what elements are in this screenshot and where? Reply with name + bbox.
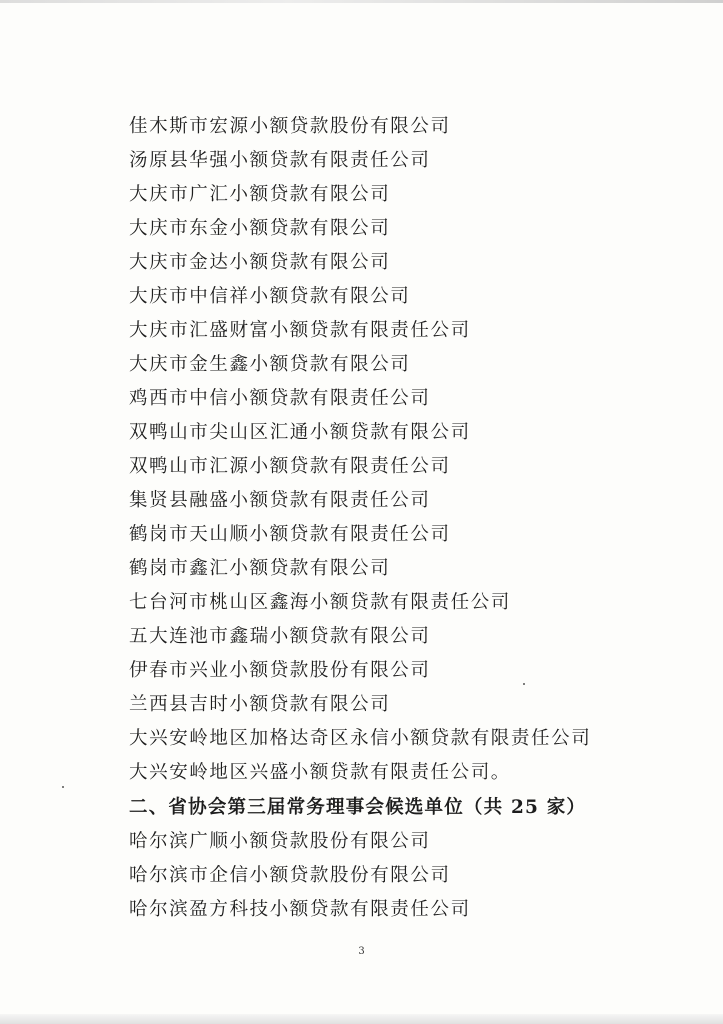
list-item: 大庆市中信祥小额贷款有限公司 (129, 286, 411, 307)
list-item: 大庆市金达小额贷款有限公司 (129, 252, 391, 273)
list-item: 伊春市兴业小额贷款股份有限公司 (129, 660, 431, 681)
scan-speck (62, 786, 64, 788)
list-item: 鹤岗市鑫汇小额贷款有限公司 (129, 558, 391, 579)
list-item: 大庆市汇盛财富小额贷款有限责任公司 (129, 320, 471, 341)
scan-edge-bottom (0, 1014, 723, 1024)
list-item: 集贤县融盛小额贷款有限责任公司 (129, 490, 431, 511)
page-number: 3 (358, 946, 365, 957)
scan-edge-top (0, 0, 723, 3)
list-item: 佳木斯市宏源小额贷款股份有限公司 (129, 116, 451, 137)
list-item: 双鸭山市尖山区汇通小额贷款有限公司 (129, 422, 471, 443)
scan-speck (523, 683, 525, 685)
list-item: 哈尔滨盈方科技小额贷款有限责任公司 (129, 899, 471, 920)
list-item: 汤原县华强小额贷款有限责任公司 (129, 150, 431, 171)
list-item: 哈尔滨市企信小额贷款股份有限公司 (129, 865, 451, 886)
list-item: 五大连池市鑫瑞小额贷款有限公司 (129, 626, 431, 647)
list-item: 鹤岗市天山顺小额贷款有限责任公司 (129, 524, 451, 545)
list-item: 兰西县吉时小额贷款有限公司 (129, 694, 391, 715)
section-heading: 二、省协会第三届常务理事会候选单位（共 25 家） (129, 797, 587, 818)
list-item: 大兴安岭地区兴盛小额贷款有限责任公司。 (129, 762, 511, 783)
list-item: 鸡西市中信小额贷款有限责任公司 (129, 388, 431, 409)
list-item: 哈尔滨广顺小额贷款股份有限公司 (129, 831, 431, 852)
list-item: 大庆市广汇小额贷款有限公司 (129, 184, 391, 205)
list-item: 七台河市桃山区鑫海小额贷款有限责任公司 (129, 592, 511, 613)
list-item: 大兴安岭地区加格达奇区永信小额贷款有限责任公司 (129, 728, 592, 749)
list-item: 大庆市金生鑫小额贷款有限公司 (129, 354, 411, 375)
list-item: 大庆市东金小额贷款有限公司 (129, 218, 391, 239)
list-item: 双鸭山市汇源小额贷款有限责任公司 (129, 456, 451, 477)
